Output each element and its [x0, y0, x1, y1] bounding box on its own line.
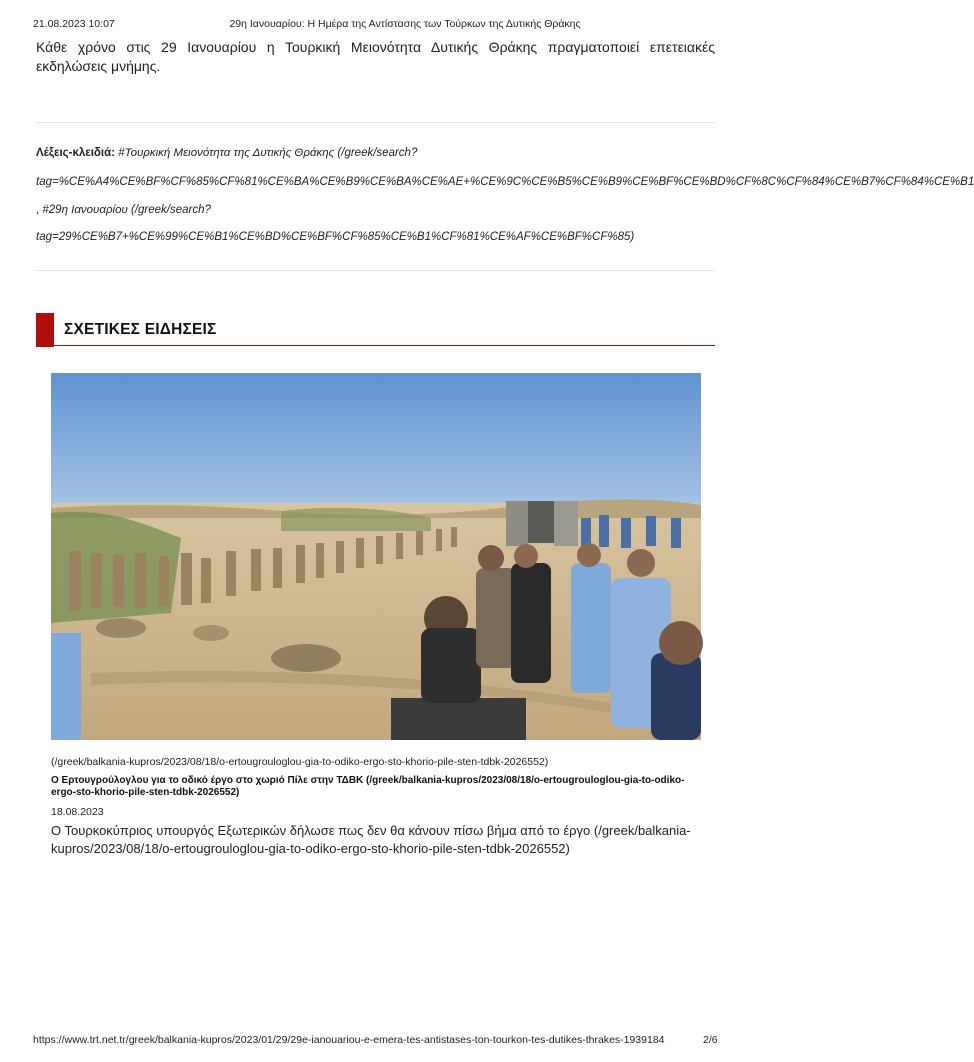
related-news-image[interactable]: [51, 373, 701, 740]
keywords-row-1: [36, 147, 715, 159]
keywords-row-3: [36, 204, 715, 216]
related-news-date: 18.08.2023: [51, 806, 104, 818]
article-intro: Κάθε χρόνο στις 29 Ιανουαρίου η Τουρκική Μειονότητα Δυτικής Θράκης πραγματοποιεί επετειακές εκδηλώσεις μνήμης.: [36, 39, 715, 74]
related-news-title[interactable]: Ο Ερτουγρούλογλου για το οδικό έργο στο χωριό Πίλε στην ΤΔΒΚ (/greek/balkania-kupros/2023/08/18/o-ertougrouloglou-gia-to-odiko-ergo-sto-khorio-pile-sten-tdbk-2026552): [51, 775, 685, 798]
divider: [36, 270, 715, 271]
print-footer-url: https://www.trt.net.tr/greek/balkania-kupros/2023/01/29/29e-ianouariou-e-emera-tes-antistases-ton-tourkon-tes-dutikes-thrakes-1939184: [33, 1034, 665, 1046]
keywords-row-2: [36, 176, 974, 188]
print-header: [0, 18, 750, 32]
divider: [36, 122, 715, 123]
print-page-number: 2/6: [703, 1034, 718, 1046]
section-accent-bar: [36, 313, 54, 347]
keywords-label: Λέξεις-κλειδιά:: [36, 147, 115, 159]
keywords-row-4: [36, 231, 715, 243]
keyword-tag-1-url[interactable]: tag=%CE%A4%CE%BF%CF%85%CF%81%CE%BA%CE%B9%CE%BA%CE%AE+%CE%9C%CE%B5%CE%B9%CE%BF%CE%BD%CF%8C%CF%84%CE%B7%CF%84%CE%B1: [36, 176, 974, 188]
keyword-tag-1[interactable]: #Τουρκική Μειονότητα της Δυτικής Θράκης (/greek/search?: [118, 147, 418, 159]
related-news-heading: ΣΧΕΤΙΚΕΣ ΕΙΔΗΣΕΙΣ: [64, 321, 217, 338]
print-page-title: 29η Ιανουαρίου: Η Ημέρα της Αντίστασης των Τούρκων της Δυτικής Θράκης: [229, 18, 581, 30]
related-news-description[interactable]: Ο Τουρκοκύπριος υπουργός Εξωτερικών δήλωσε πως δεν θα κάνουν πίσω βήμα από το έργο (/greek/balkania-kupros/2023/08/18/o-ertougrouloglou-gia-to-odiko-ergo-sto-khorio-pile-sten-tdbk-2026552): [51, 823, 691, 856]
keyword-tag-2-url[interactable]: tag=29%CE%B7+%CE%99%CE%B1%CE%BD%CE%BF%CF%85%CE%B1%CF%81%CE%AF%CE%BF%CF%85): [36, 231, 635, 243]
related-news-image-link[interactable]: (/greek/balkania-kupros/2023/08/18/o-ertougrouloglou-gia-to-odiko-ergo-sto-khorio-pile-sten-tdbk-2026552): [51, 756, 549, 768]
keyword-separator: ,: [36, 204, 43, 216]
print-datetime: 21.08.2023 10:07: [33, 18, 115, 30]
photo-illustration: [51, 373, 701, 740]
keyword-tag-2[interactable]: #29η Ιανουαρίου (/greek/search?: [42, 204, 211, 216]
section-underline: [36, 345, 715, 346]
